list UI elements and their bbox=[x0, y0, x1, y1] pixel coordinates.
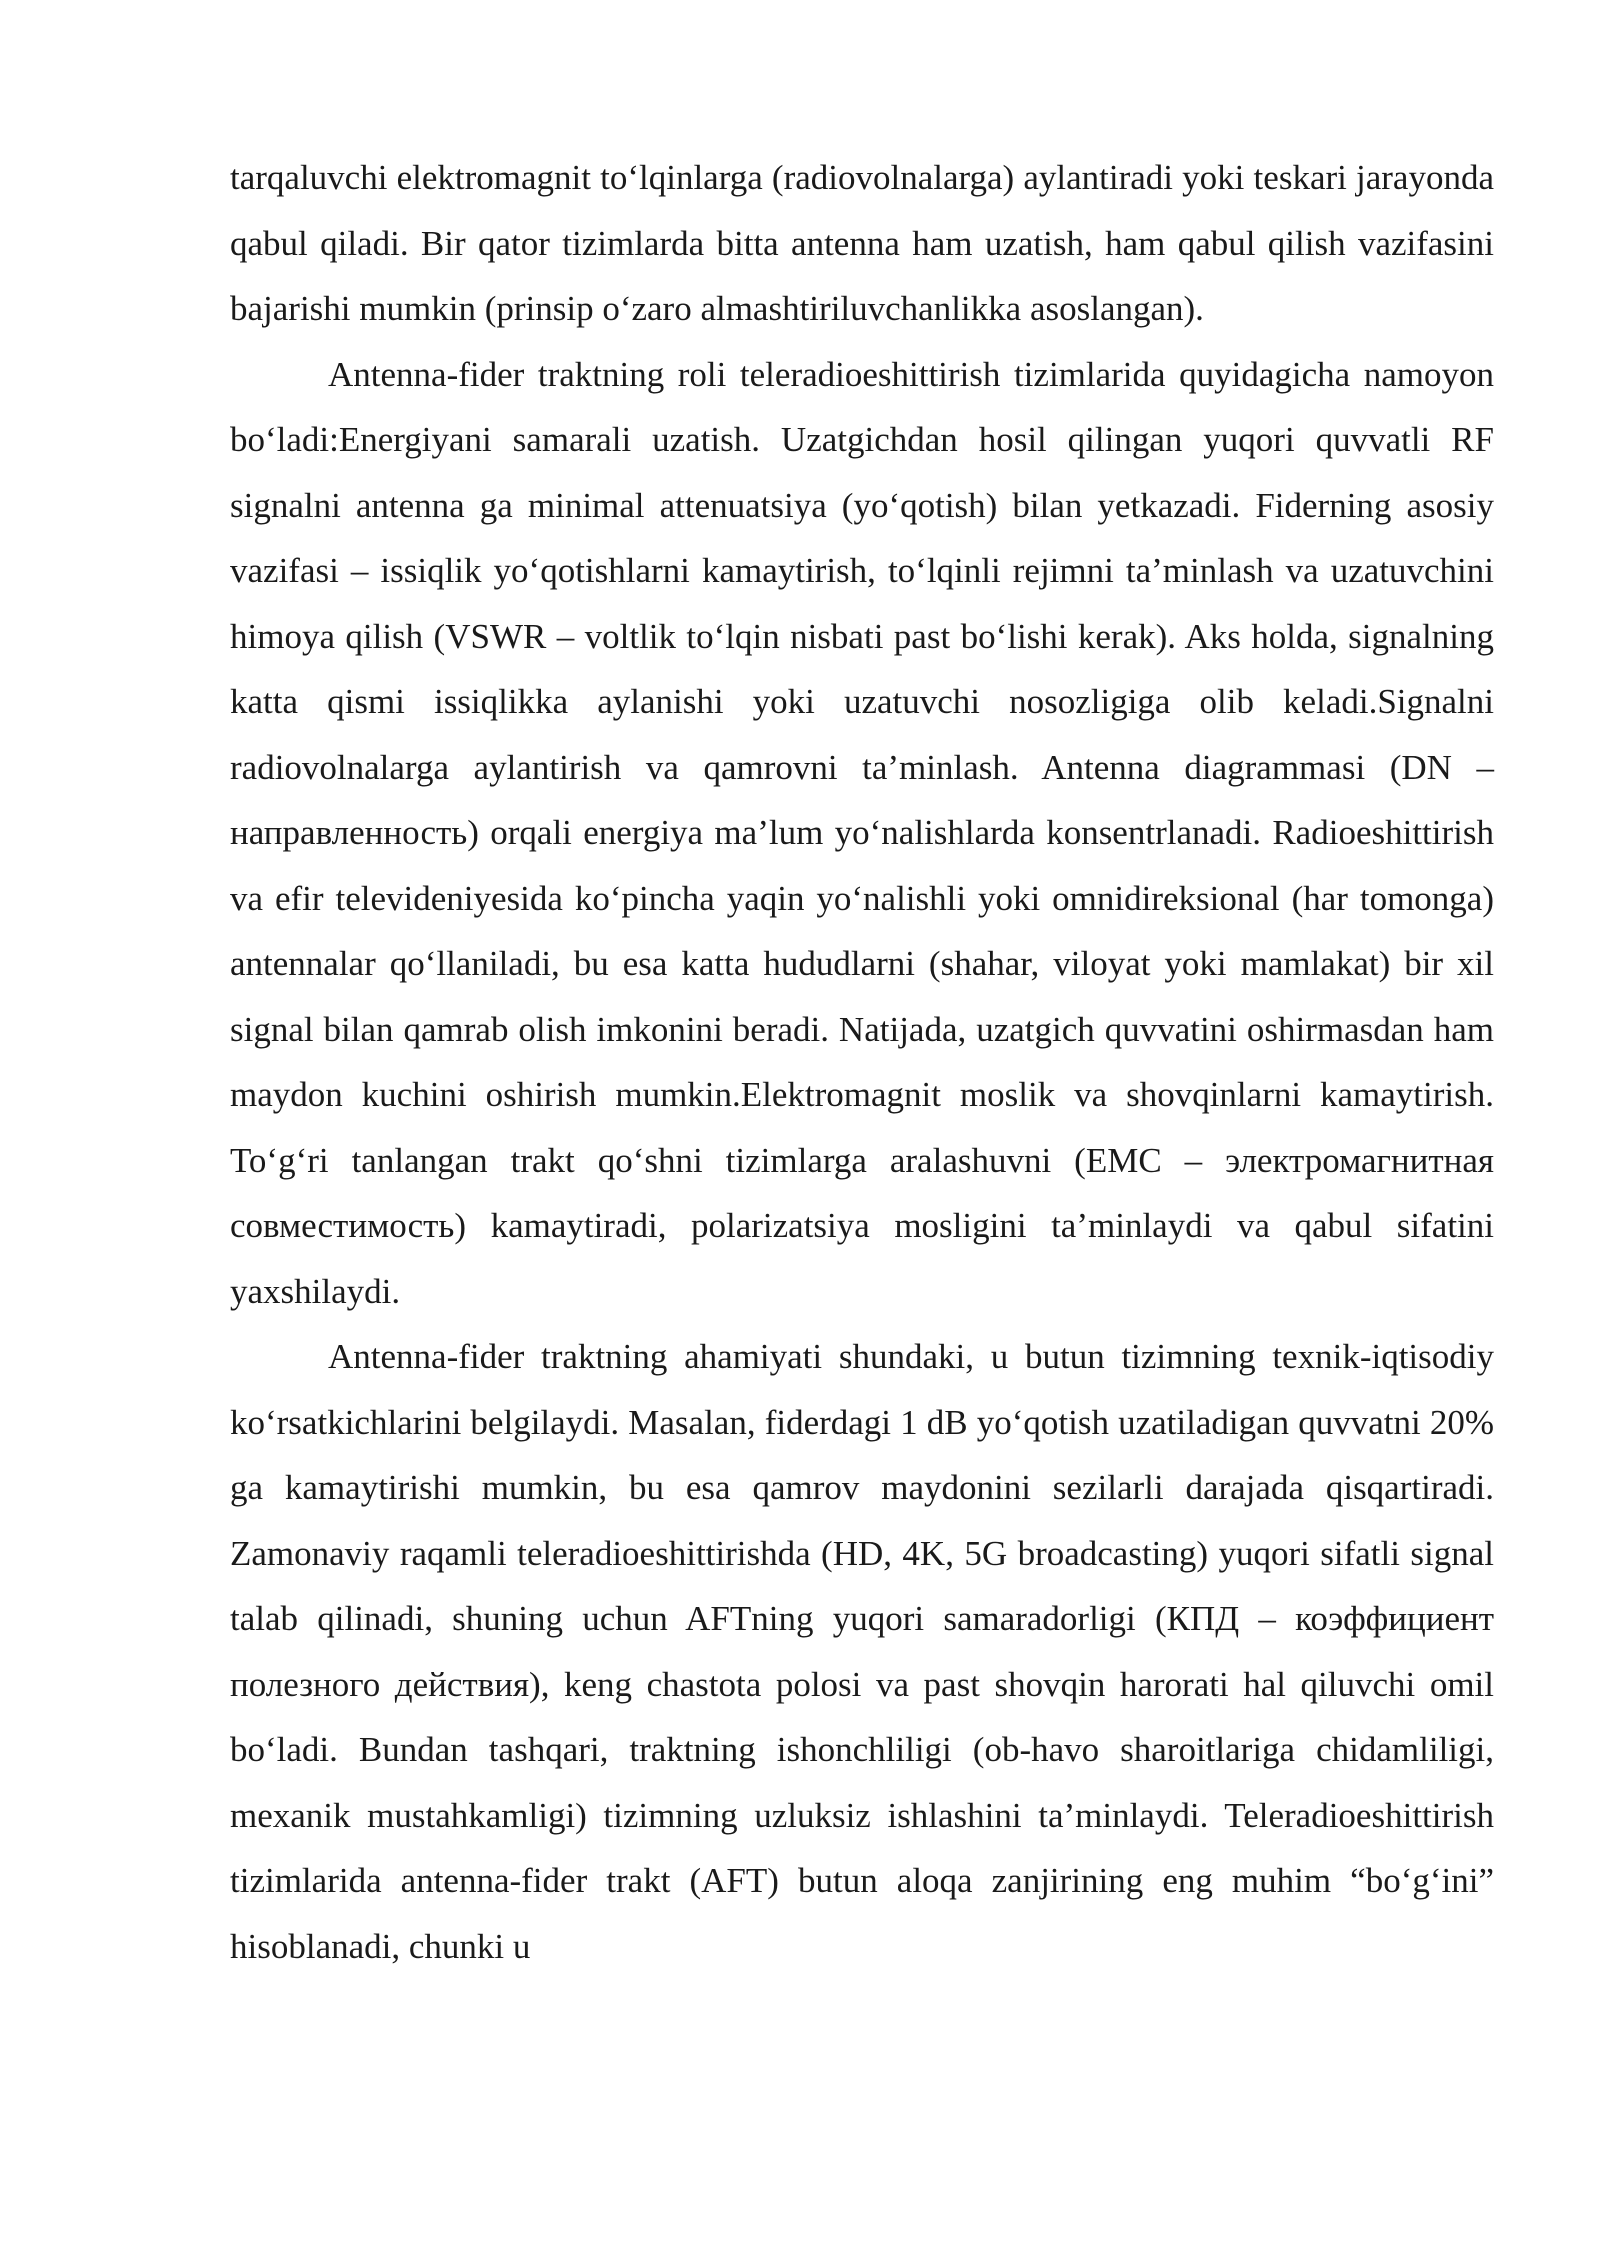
paragraph-importance: Antenna-fider traktning ahamiyati shundaki, u butun tizimning texnik-iqtisodiy ko‘rsatkichlarini belgilaydi. Masalan, fiderdagi 1 dB yo‘qotish uzatiladigan quvvatni 20% ga kamaytirishi mumkin, bu esa qamrov maydonini sezilarli darajada qisqartiradi. Zamonaviy raqamli teleradioeshittirishda (HD, 4K, 5G broadcasting) yuqori sifatli signal talab qilinadi, shuning uchun AFTning yuqori samaradorligi (КПД – коэффициент полезного действия), keng chastota polosi va past shovqin harorati hal qiluvchi omil bo‘ladi. Bundan tashqari, traktning ishonchliligi (ob-havo sharoitlariga chidamliligi, mexanik mustahkamligi) tizimning uzluksiz ishlashini ta’minlaydi. Teleradioeshittirish tizimlarida antenna-fider trakt (AFT) butun aloqa zanjirining eng muhim “bo‘g‘ini” hisoblanadi, chunki u bbox=[230, 1337, 1494, 1966]
paragraph-continuation: tarqaluvchi elektromagnit to‘lqinlarga (radiovolnalarga) aylantiradi yoki teskari jarayonda qabul qiladi. Bir qator tizimlarda bitta antenna ham uzatish, ham qabul qilish vazifasini bajarishi mumkin (prinsip o‘zaro almashtiriluvchanlikka asoslangan). bbox=[230, 158, 1494, 328]
document-body bbox=[230, 145, 1494, 1979]
paragraph-role: Antenna-fider traktning roli teleradioeshittirish tizimlarida quyidagicha namoyon bo‘ladi:Energiyani samarali uzatish. Uzatgichdan hosil qilingan yuqori quvvatli RF signalni antenna ga minimal attenuatsiya (yo‘qotish) bilan yetkazadi. Fiderning asosiy vazifasi – issiqlik yo‘qotishlarni kamaytirish, to‘lqinli rejimni ta’minlash va uzatuvchini himoya qilish (VSWR – voltlik to‘lqin nisbati past bo‘lishi kerak). Aks holda, signalning katta qismi issiqlikka aylanishi yoki uzatuvchi nosozligiga olib keladi.Signalni radiovolnalarga aylantirish va qamrovni ta’minlash. Antenna diagrammasi (DN – направленность) orqali energiya ma’lum yo‘nalishlarda konsentrlanadi. Radioeshittirish va efir televideniyesida ko‘pincha yaqin yo‘nalishli yoki omnidireksional (har tomonga) antennalar qo‘llaniladi, bu esa katta hududlarni (shahar, viloyat yoki mamlakat) bir xil signal bilan qamrab olish imkonini beradi. Natijada, uzatgich quvvatini oshirmasdan ham maydon kuchini oshirish mumkin.Elektromagnit moslik va shovqinlarni kamaytirish. To‘g‘ri tanlangan trakt qo‘shni tizimlarga aralashuvni (EMC – электромагнитная совместимость) kamaytiradi, polarizatsiya mosligini ta’minlaydi va qabul sifatini yaxshilaydi. bbox=[230, 354, 1494, 1311]
